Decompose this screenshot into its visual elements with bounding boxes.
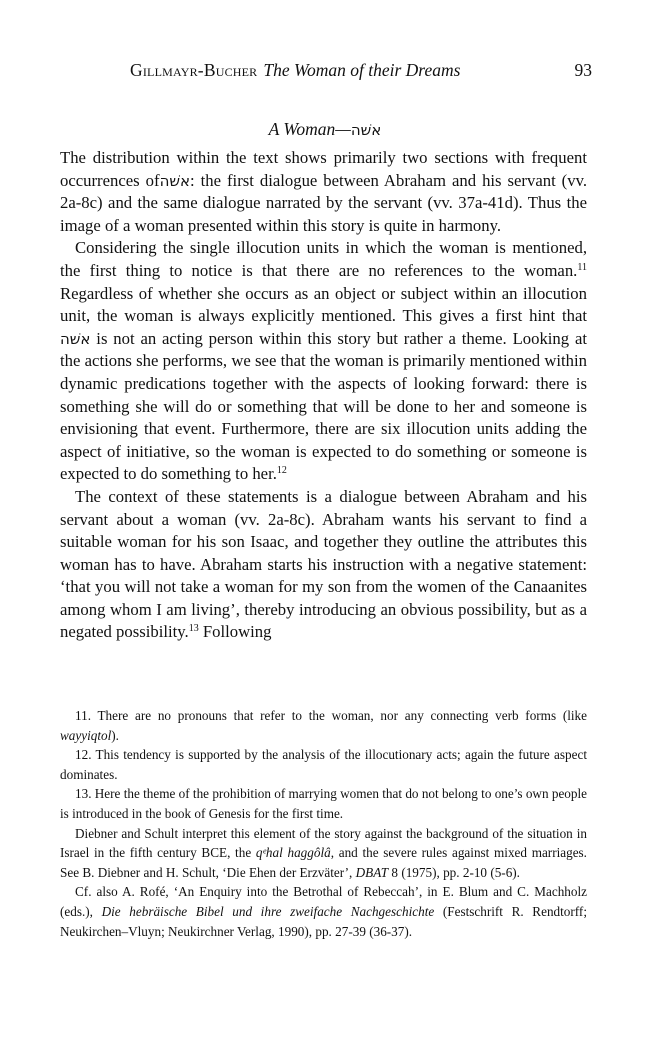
- paragraph-2-text-b: Regardless of whether she occurs as an object or subject within an illocution unit, the woman is always explicitly mentioned. This gives a first hint that: [60, 283, 587, 326]
- paragraph-3: [60, 486, 587, 644]
- footnotes: [60, 706, 587, 941]
- footnote-11-text-b: ).: [111, 727, 119, 743]
- footnote-13b-text-a: Diebner and Schult interpret this element of the story against the background of the situation in Israel in the fifth century: [60, 825, 587, 861]
- running-header-author: Gillmayr-Bucher: [130, 60, 258, 80]
- footnote-11-text-a: 11. There are no pronouns that refer to the woman, nor any connecting verb forms (like: [75, 708, 587, 723]
- footnote-ref-12[interactable]: 12: [276, 465, 287, 477]
- footnote-13c-book-title: Die hebräische Bibel und ihre zweifache Nachgeschichte: [101, 903, 435, 919]
- section-heading: [0, 117, 650, 142]
- footnote-ref-13[interactable]: 13: [188, 623, 199, 635]
- footnote-13c-text-a: Cf. also A. Rofé, ‘An Enquiry into the Betrothal of Rebeccah’, in E. Blum and C. Machholz (eds.),: [60, 884, 587, 919]
- running-header-title: The Woman of their Dreams: [263, 60, 461, 80]
- paragraph-2-text-a: Considering the single illocution units in which the woman is mentioned, the first thing to notice is that there are no references to the woman.: [60, 238, 587, 280]
- footnote-13: 13. Here the theme of the prohibition of marrying women that do not belong to one’s own people is introduced in the book of Genesis for the first time.: [60, 786, 588, 821]
- paragraph-3-text-b: Following: [198, 622, 272, 642]
- paragraph-1-text-b: : the first dialogue between Abraham and his servant (vv. 2a-8c) and the same dialogue narrated by the servant (vv. 37a-41d). Thus the image of a woman presented within this story is quite in harmony.: [60, 170, 588, 235]
- paragraph-1-hebrew: אשׁה: [159, 171, 191, 190]
- footnote-ref-11[interactable]: 11: [577, 261, 587, 273]
- paragraph-1-text-a: The distribution within the text shows primarily two sections with frequent occurrences of: [60, 148, 587, 190]
- footnote-13b-era: BCE: [201, 845, 228, 861]
- footnote-13b-text-b: , the: [227, 845, 256, 861]
- paragraph-2-text-c: is not an acting person within this story but rather a theme. Looking at the actions she performs, we see that the woman is primarily mentioned within dynamic predications together with the aspects of looking forward: there is something she will do or something that will be done to her and someone is envisioning that event. Furthermore, there are six illocution units adding the aspect of initiative, so the woman is expected to do something or someone is expected to do something to her.: [60, 328, 587, 484]
- footnote-13b-text-d: 8 (1975), pp. 2-10 (5-6).: [388, 864, 520, 880]
- footnote-13-continued-2: [60, 882, 587, 941]
- paragraph-2: [60, 237, 587, 486]
- paragraph-2-hebrew: אשׁה: [60, 329, 91, 348]
- footnote-11: [60, 706, 587, 745]
- page-number: 93: [574, 60, 592, 80]
- footnote-13-continued-1: [60, 824, 587, 883]
- footnote-11-italic: wayyiqtol: [60, 727, 112, 743]
- footnote-13b-text-c: , and the severe rules against mixed marriages. See B. Diebner and H. Schult, ‘Die Ehen der Erzväter’,: [60, 845, 587, 880]
- section-heading-text: A Woman—: [268, 119, 351, 139]
- footnote-13b-journal: DBAT: [355, 864, 389, 880]
- body-text: [60, 147, 587, 644]
- running-header: [130, 58, 592, 82]
- paragraph-1: [60, 147, 587, 237]
- footnote-12: 12. This tendency is supported by the analysis of the illocutionary acts; again the future aspect dominates.: [60, 747, 587, 782]
- footnote-13b-italic: qᵉhal haggôlâ: [255, 845, 331, 861]
- paragraph-3-text-a: The context of these statements is a dialogue between Abraham and his servant about a woman (vv. 2a-8c). Abraham wants his servant to find a suitable woman for his son Isaac, and together they outline the attributes this woman has to have. Abraham starts his instruction with a negative statement: ‘that you will not take a woman for my son from the women of the Canaanites among whom I am living’, thereby introducing an obvious possibility, but as a negated possibility.: [60, 486, 587, 642]
- section-heading-hebrew: אשׁה: [350, 121, 382, 139]
- footnote-13c-text-b: (Festschrift R. Rendtorff; Neukirchen–Vluyn; Neukirchner Verlag, 1990), pp. 27-39 (36-37).: [60, 903, 587, 939]
